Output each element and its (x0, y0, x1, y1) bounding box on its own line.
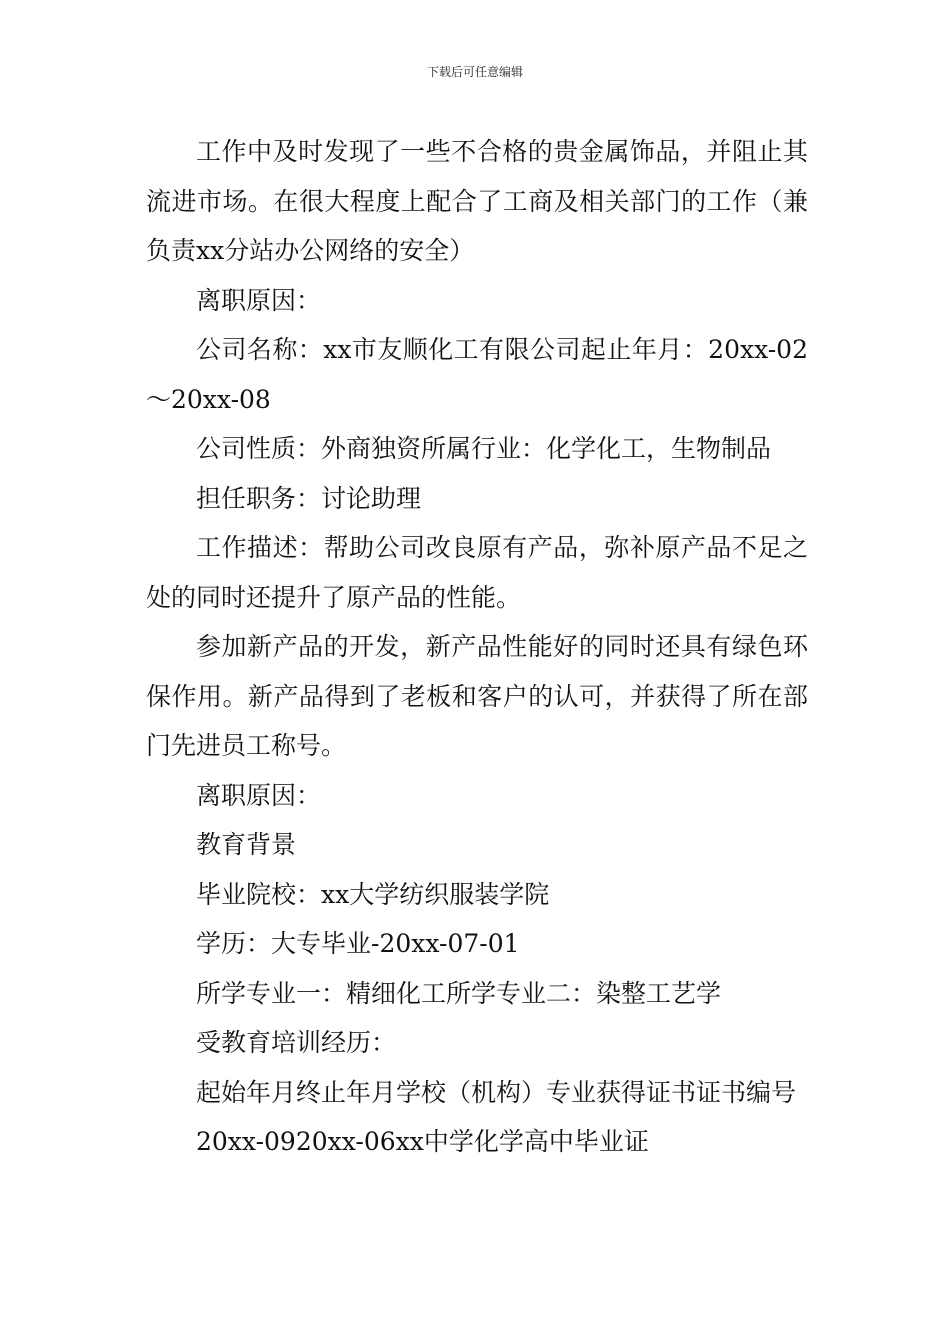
paragraph-majors: 所学专业一：精细化工所学专业二：染整工艺学 (196, 978, 722, 1008)
paragraph-work-description-continued: 工作中及时发现了一些不合格的贵金属饰品，并阻止其流进市场。在很大程度上配合了工商及相关部门的工作（兼负责xx分站办公网络的安全） (146, 137, 808, 265)
paragraph-school: 毕业院校：xx大学纺织服装学院 (196, 879, 550, 909)
document-body (146, 127, 808, 1167)
paragraph-leave-reason: 离职原因： (196, 285, 322, 315)
paragraph-training-columns: 起始年月终止年月学校（机构）专业获得证书证书编号 (196, 1077, 797, 1107)
paragraph-training-entry: 20xx-0920xx-06xx中学化学高中毕业证 (196, 1127, 649, 1156)
paragraph-new-product: 参加新产品的开发，新产品性能好的同时还具有绿色环保作用。新产品得到了老板和客户的认可，并获得了所在部门先进员工称号。 (146, 632, 808, 760)
paragraph-work-description: 工作描述：帮助公司改良原有产品，弥补原产品不足之处的同时还提升了原产品的性能。 (146, 533, 808, 612)
paragraph-company-nature: 公司性质：外商独资所属行业：化学化工，生物制品 (196, 434, 772, 463)
paragraph-degree: 学历：大专毕业-20xx-07-01 (196, 929, 520, 958)
paragraph-company-name: 公司名称：xx市友顺化工有限公司起止年月：20xx-02～20xx-08 (146, 335, 808, 414)
paragraph-training-heading: 受教育培训经历： (196, 1028, 397, 1057)
section-heading-education: 教育背景 (196, 830, 297, 859)
paragraph-position: 担任职务：讨论助理 (196, 483, 422, 513)
page-header: 下载后可任意编辑 (426, 65, 523, 79)
paragraph-leave-reason-2: 离职原因： (196, 780, 322, 810)
